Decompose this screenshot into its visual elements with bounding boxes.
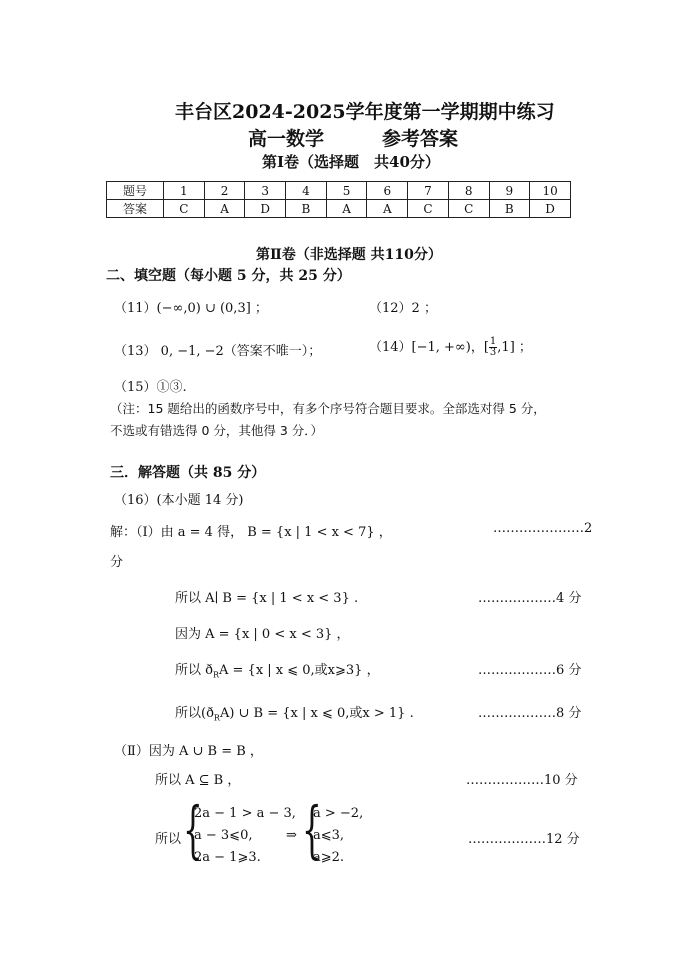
table-cell: D xyxy=(530,200,571,218)
solution-part2-line-1: （Ⅱ）因为 A ∪ B = B ， xyxy=(114,744,263,759)
system-right-eq-1: a > −2, xyxy=(313,806,364,821)
table-cell: 3 xyxy=(245,182,286,200)
table-cell: 2 xyxy=(204,182,245,200)
table-cell: A xyxy=(204,200,245,218)
table-cell: 7 xyxy=(408,182,449,200)
table-row-label: 答案 xyxy=(107,200,164,218)
answer-q12: （12）2 ； xyxy=(369,301,437,316)
system-prefix: 所以 xyxy=(155,832,182,847)
part2-heading: 第Ⅱ卷（非选择题 共110分） xyxy=(256,247,442,263)
score-marker: ………………12 分 xyxy=(468,832,580,847)
score-marker: ………………8 分 xyxy=(478,706,582,721)
table-cell: 1 xyxy=(164,182,205,200)
solution-line-3: 因为 A = {x | 0 < x < 3} ， xyxy=(175,627,350,642)
score-marker: ………………10 分 xyxy=(466,773,578,788)
fill-in-heading: 二、填空题（每小题 5 分，共 25 分） xyxy=(106,268,351,284)
system-right-eq-3: a⩾2. xyxy=(313,850,345,865)
solution-part2-line-2: 所以 A ⊆ B ， xyxy=(155,773,241,788)
right-brace: { xyxy=(302,793,322,866)
q14-prefix: （14）[−1, +∞)，[ xyxy=(369,340,489,355)
solution-line-1: 解：（Ⅰ）由 a = 4 得， B = {x | 1 < x < 7} ， xyxy=(110,525,392,540)
left-brace: { xyxy=(183,793,203,866)
note-line-1: （注：15 题给出的函数序号中，有多个序号符合题目要求。全部选对得 5 分， xyxy=(110,401,546,416)
solution-line-2: 所以 A∣ B = {x | 1 < x < 3} . xyxy=(175,591,359,606)
table-cell: C xyxy=(408,200,449,218)
table-cell: B xyxy=(489,200,530,218)
fraction-one-third: $\frac{1}{3}$ xyxy=(489,336,497,358)
solution-line-4: 所以 $ð_RA = \{x$ | x ⩽ 0,或x⩾3} ， xyxy=(175,663,380,680)
answer-q11: （11）(−∞,0) ∪ (0,3] ； xyxy=(114,301,268,316)
solve-heading: 三．解答题（共 85 分） xyxy=(110,465,266,481)
system-left-eq-3: 2a − 1⩾3. xyxy=(194,850,261,865)
part1-heading: 第Ⅰ卷（选择题 共40分） xyxy=(262,153,440,171)
solution-line-5: 所以$(ð_RA)$ ∪ B = {x | x ⩽ 0,或x > 1} . xyxy=(175,706,414,723)
system-right-eq-2: a⩽3, xyxy=(313,828,345,843)
table-cell: C xyxy=(164,200,205,218)
system-left-eq-2: a − 3⩽0, xyxy=(194,828,253,843)
implies-arrow: ⇒ xyxy=(286,828,297,843)
table-row xyxy=(107,200,571,218)
q14-suffix: ,1] ； xyxy=(497,340,532,355)
table-cell: 6 xyxy=(367,182,408,200)
document-title: 丰台区2024-2025学年度第一学期期中练习 xyxy=(175,101,555,123)
table-cell: A xyxy=(367,200,408,218)
table-cell: A xyxy=(326,200,367,218)
answer-q13: （13） 0, −1, −2（答案不唯一）； xyxy=(114,344,322,359)
answer-q15: （15）①③. xyxy=(114,380,187,395)
table-cell: 10 xyxy=(530,182,571,200)
system-left-eq-1: 2a − 1 > a − 3, xyxy=(194,806,296,821)
table-cell: B xyxy=(286,200,327,218)
table-row xyxy=(107,182,571,200)
table-row-label: 题号 xyxy=(107,182,164,200)
score-unit: 分 xyxy=(110,555,124,570)
table-cell: 9 xyxy=(489,182,530,200)
table-cell: D xyxy=(245,200,286,218)
subject-label: 高一数学 xyxy=(248,128,325,150)
note-line-2: 不选或有错选得 0 分，其他得 3 分．） xyxy=(110,423,324,438)
table-cell: 4 xyxy=(286,182,327,200)
score-marker: ………………6 分 xyxy=(478,663,582,678)
table-cell: C xyxy=(448,200,489,218)
table-cell: 8 xyxy=(448,182,489,200)
q16-heading: （16）(本小题 14 分) xyxy=(114,493,244,508)
answer-q14 xyxy=(369,336,532,358)
score-marker: …………………2 xyxy=(493,521,593,536)
answer-key-label: 参考答案 xyxy=(382,128,459,150)
table-cell: 5 xyxy=(326,182,367,200)
answer-table xyxy=(106,181,571,218)
score-marker: ………………4 分 xyxy=(478,591,582,606)
